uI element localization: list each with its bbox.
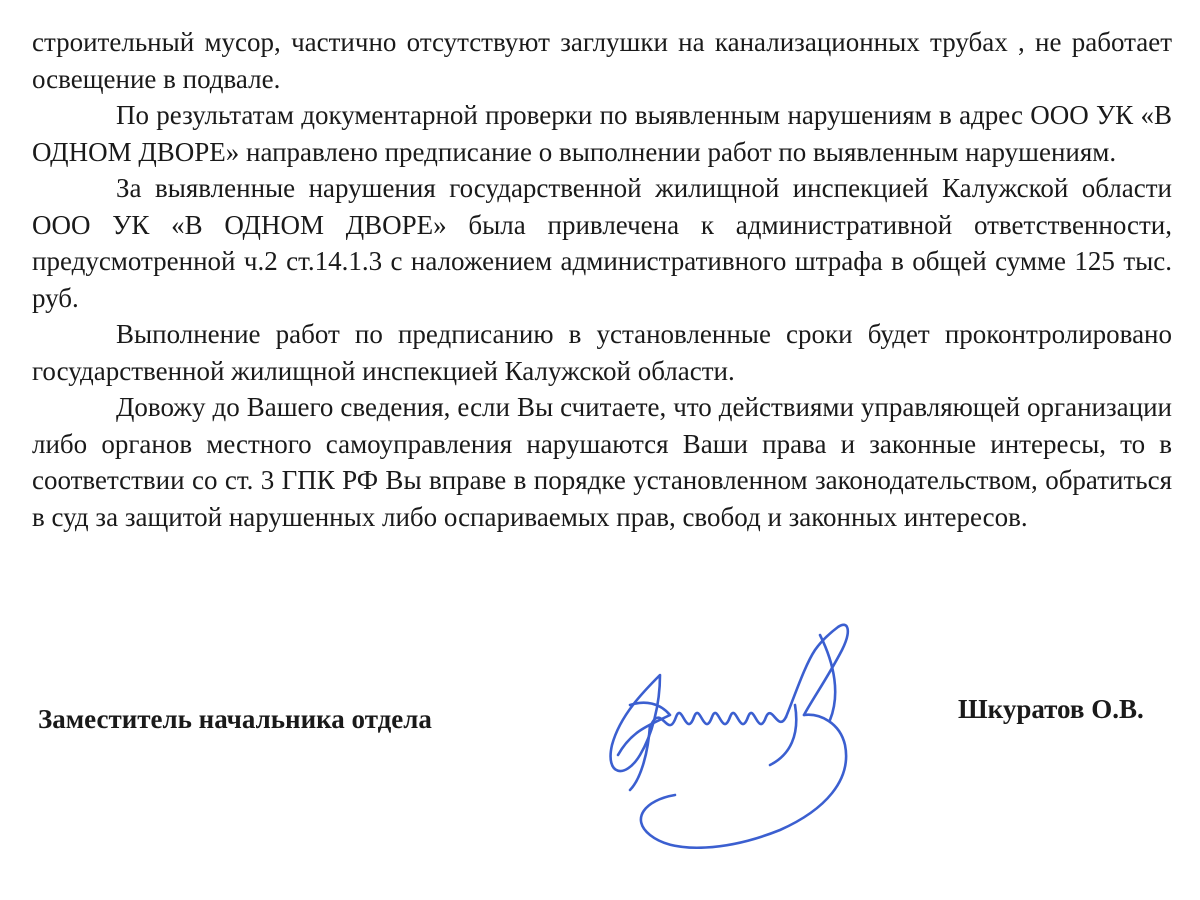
signatory-position: Заместитель начальника отдела <box>38 704 432 734</box>
document-body <box>32 24 1172 535</box>
handwritten-signature <box>590 605 890 895</box>
signatory-name: Шкуратов О.В. <box>958 694 1144 724</box>
paragraph-continuation: строительный мусор, частично отсутствуют заглушки на канализационных трубах , не работает освещение в подвале. <box>32 27 1172 94</box>
paragraph-administrative-liability: За выявленные нарушения государственной жилищной инспекцией Калужской области ООО УК «В ОДНОМ ДВОРЕ» была привлечена к административной ответственности, предусмотренной ч.2 ст.14.1.3 с наложением административного штрафа в общей сумме 125 тыс. руб. <box>32 173 1172 313</box>
paragraph-notice: Довожу до Вашего сведения, если Вы считаете, что действиями управляющей организации либо органов местного самоуправления нарушаются Ваши права и законные интересы, то в соответствии со ст. 3 ГПК РФ Вы вправе в порядке установленном законодательством, обратиться в суд за защитой нарушенных либо оспариваемых прав, свобод и законных интересов. <box>32 392 1172 532</box>
paragraph-control: Выполнение работ по предписанию в установленные сроки будет проконтролировано государственной жилищной инспекцией Калужской области. <box>32 319 1172 386</box>
paragraph-inspection-results: По результатам документарной проверки по выявленным нарушениям в адрес ООО УК «В ОДНОМ ДВОРЕ» направлено предписание о выполнении работ по выявленным нарушениям. <box>32 100 1172 167</box>
